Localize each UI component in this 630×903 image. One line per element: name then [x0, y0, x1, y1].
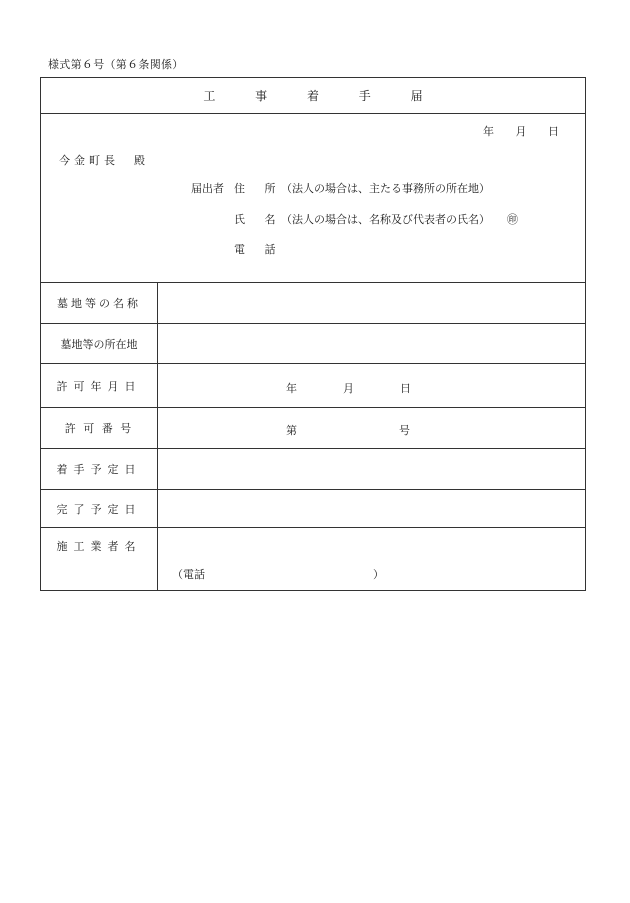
addressee: 今金町長 殿: [59, 154, 149, 167]
cemetery-name-label: 墓地等の名称: [41, 282, 158, 323]
contractor-row: [41, 528, 585, 591]
permit-month-unit: 月: [343, 382, 354, 395]
name-label: 氏 名: [234, 213, 284, 226]
permit-number-field[interactable]: [158, 408, 585, 448]
form-number: 様式第６号（第６条関係）: [48, 58, 184, 71]
start-date-field[interactable]: [158, 449, 585, 489]
address-note: （法人の場合は、主たる事務所の所在地）: [281, 182, 490, 195]
start-date-row: [41, 449, 585, 490]
cemetery-name-field[interactable]: [158, 282, 585, 323]
permit-date-row: [41, 364, 585, 408]
form-rows: [41, 282, 585, 591]
permit-number-row: [41, 408, 585, 449]
permit-number-label: 許 可 番 号: [41, 408, 158, 448]
phone-label: 電 話: [234, 243, 284, 256]
seal-mark: ㊞: [507, 213, 518, 226]
contractor-field[interactable]: [158, 528, 585, 591]
permit-number-suffix: 号: [399, 424, 410, 437]
permit-date-label: 許可年月日: [41, 364, 158, 407]
cemetery-location-row: [41, 324, 585, 364]
contractor-phone-close: ）: [373, 568, 384, 581]
submission-date[interactable]: 年 月 日: [483, 125, 559, 138]
permit-date-field[interactable]: [158, 364, 585, 407]
notification-form: [40, 77, 586, 591]
applicant-label: 届出者: [191, 182, 224, 195]
cemetery-name-row: [41, 282, 585, 324]
completion-date-field[interactable]: [158, 490, 585, 527]
name-note: （法人の場合は、名称及び代表者の氏名）: [281, 213, 490, 226]
applicant-section: [41, 113, 585, 283]
form-title-row: [41, 78, 585, 114]
permit-number-prefix: 第: [286, 424, 297, 437]
completion-date-row: [41, 490, 585, 528]
cemetery-location-field[interactable]: [158, 324, 585, 363]
start-date-label: 着手予定日: [41, 449, 158, 489]
permit-year-unit: 年: [286, 382, 297, 395]
address-label: 住 所: [234, 182, 284, 195]
cemetery-location-label: 墓地等の所在地: [41, 324, 158, 363]
contractor-label: 施工業者名: [41, 528, 158, 591]
permit-day-unit: 日: [400, 382, 411, 395]
form-title: 工 事 着 手 届: [203, 89, 441, 103]
completion-date-label: 完了予定日: [41, 490, 158, 527]
contractor-phone-open: （電話: [172, 568, 205, 581]
